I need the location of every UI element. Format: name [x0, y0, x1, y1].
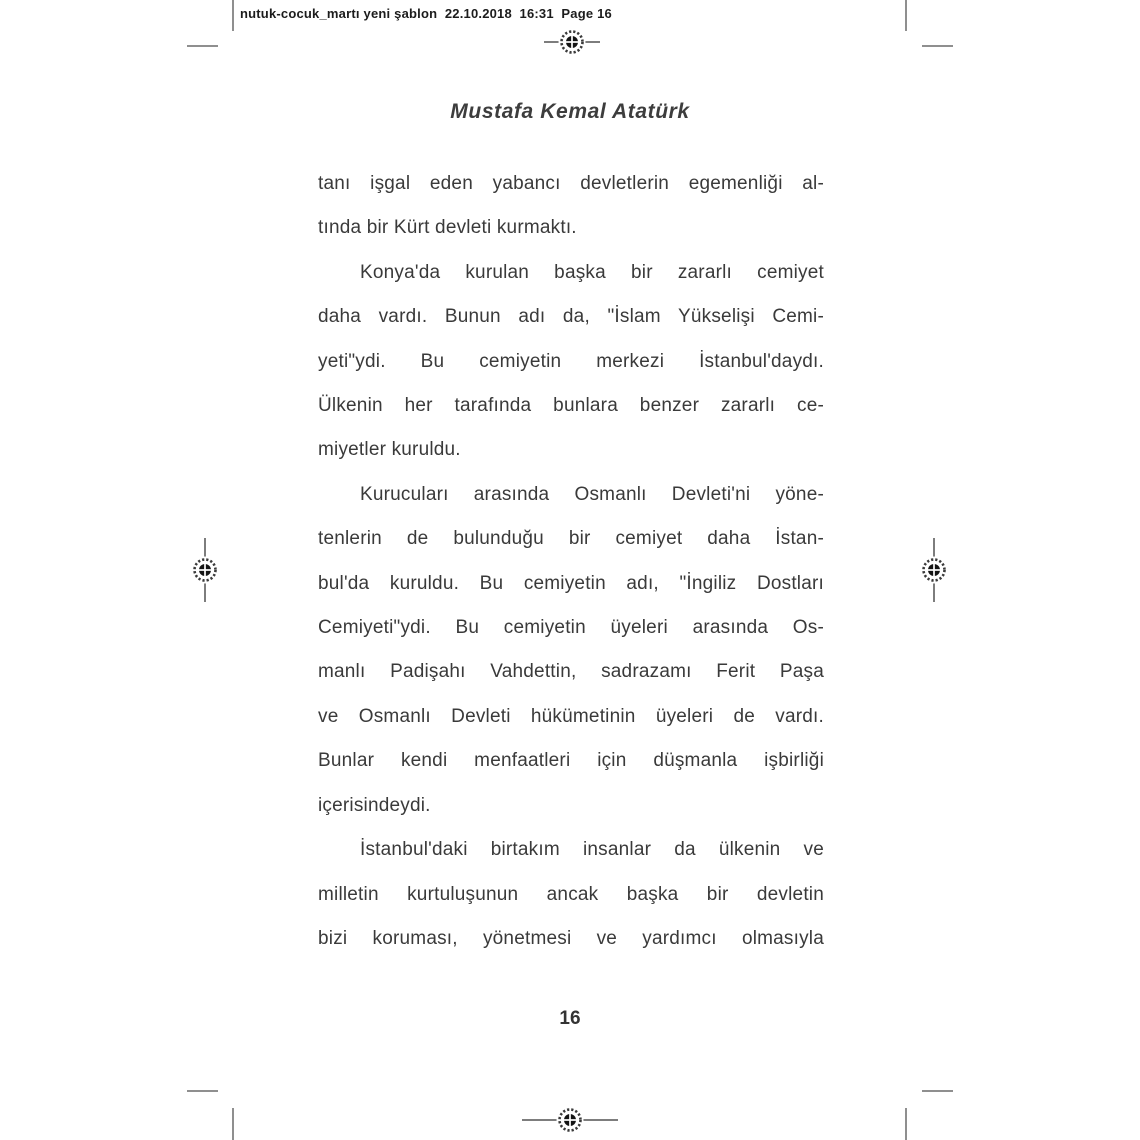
- body-text-line: Kurucuları arasında Osmanlı Devleti'ni yöne-: [360, 483, 824, 505]
- registration-mark-left-icon: [177, 538, 233, 607]
- page-header: Mustafa Kemal Atatürk: [450, 100, 690, 123]
- registration-mark-bottom-icon: [522, 1092, 618, 1140]
- page-number: 16: [559, 1008, 581, 1029]
- crop-mark-top-right-vertical: [905, 0, 907, 31]
- body-text-line: yeti"ydi. Bu cemiyetin merkezi İstanbul'daydı.: [318, 350, 824, 372]
- body-text-line: milletin kurtuluşunun ancak başka bir devletin: [318, 883, 824, 905]
- body-text-line: tında bir Kürt devleti kurmaktı.: [318, 217, 577, 239]
- crop-mark-bottom-left-horizontal: [187, 1090, 218, 1092]
- crop-mark-top-left-vertical: [232, 0, 234, 31]
- body-text-line: içerisindeydi.: [318, 794, 431, 816]
- body-text-line: Bunlar kendi menfaatleri için düşmanla işbirliği: [318, 750, 824, 772]
- crop-mark-bottom-right-vertical: [905, 1108, 907, 1140]
- body-text-line: İstanbul'daki birtakım insanlar da ülkenin ve: [360, 839, 824, 861]
- crop-mark-top-right-horizontal: [922, 45, 953, 47]
- body-text-line: tenlerin de bulunduğu bir cemiyet daha İstan-: [318, 528, 824, 550]
- crop-mark-top-left-horizontal: [187, 45, 218, 47]
- body-text-line: ve Osmanlı Devleti hükümetinin üyeleri de vardı.: [318, 705, 824, 727]
- registration-mark-right-icon: [906, 538, 962, 607]
- body-text-line: Ülkenin her tarafında bunlara benzer zararlı ce-: [318, 395, 824, 417]
- body-text-line: bizi koruması, yönetmesi ve yardımcı olmasıyla: [318, 927, 824, 949]
- body-text-line: daha vardı. Bunun adı da, "İslam Yükselişi Cemi-: [318, 306, 824, 328]
- print-slug-line: nutuk-cocuk_martı yeni şablon 22.10.2018 16:31 Page 16: [240, 6, 612, 21]
- body-text-line: miyetler kuruldu.: [318, 439, 461, 461]
- body-text: [318, 162, 824, 961]
- body-text-line: Konya'da kurulan başka bir zararlı cemiyet: [360, 261, 824, 283]
- body-text-line: tanı işgal eden yabancı devletlerin egemenliği al-: [318, 173, 824, 194]
- crop-mark-bottom-right-horizontal: [922, 1090, 953, 1092]
- body-text-line: Cemiyeti"ydi. Bu cemiyetin üyeleri arasında Os-: [318, 617, 824, 639]
- body-text-line: bul'da kuruldu. Bu cemiyetin adı, "İngiliz Dostları: [318, 572, 824, 594]
- crop-mark-bottom-left-vertical: [232, 1108, 234, 1140]
- registration-mark-top-icon: [544, 14, 600, 75]
- body-text-line: manlı Padişahı Vahdettin, sadrazamı Ferit Paşa: [318, 661, 824, 683]
